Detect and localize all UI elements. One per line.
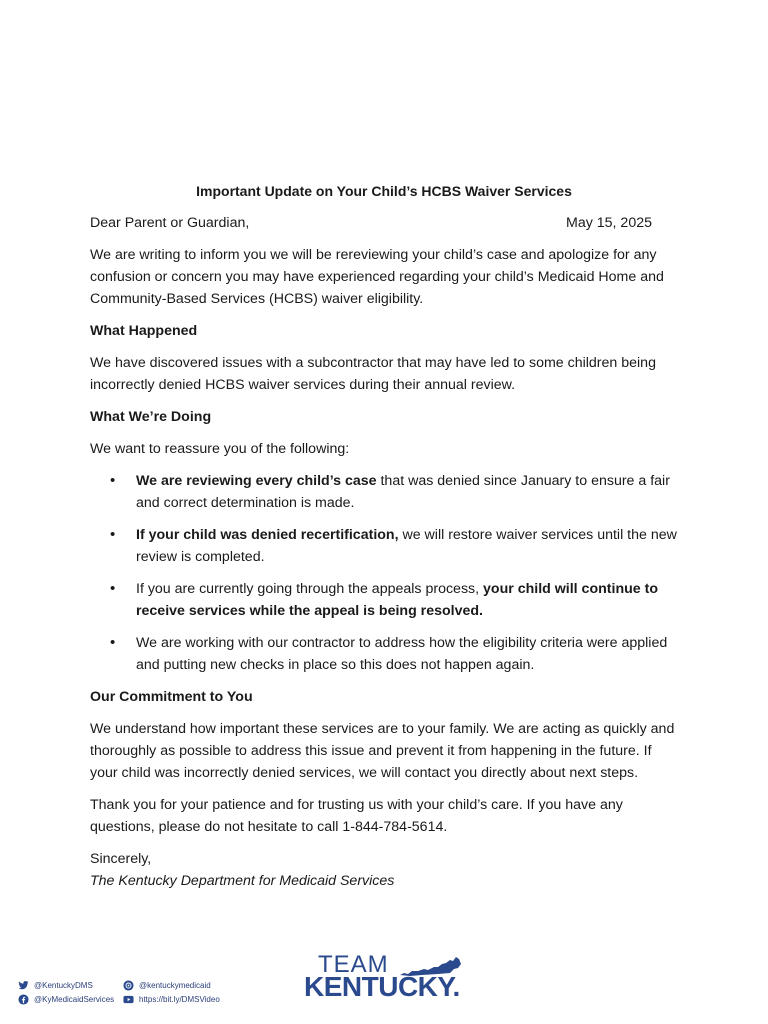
action-list [90, 470, 680, 676]
bullet-bold: your child will continue to receive services while the appeal is being resolved. [136, 581, 658, 619]
youtube-icon [123, 994, 134, 1005]
social-links-right [123, 978, 220, 1006]
letter-date: May 15, 2025 [566, 215, 652, 231]
letter-body [90, 212, 680, 892]
what-happened-heading: What Happened [90, 323, 198, 339]
social-handle: https://bit.ly/DMSVideo [139, 994, 220, 1004]
bullet-text: If you are currently going through the appeals process, [136, 581, 484, 597]
signature: The Kentucky Department for Medicaid Services [90, 873, 395, 889]
social-threads[interactable] [123, 978, 220, 992]
bullet-text: we will restore waiver services until the new review is completed. [136, 527, 677, 565]
closing: Sincerely, [90, 851, 152, 867]
list-item [90, 632, 680, 676]
list-item [90, 470, 680, 514]
social-handle: @KentuckyDMS [34, 980, 93, 990]
letter-title: Important Update on Your Child’s HCBS Waiver Services [196, 183, 572, 199]
what-doing-intro: We want to reassure you of the following: [90, 441, 350, 457]
thanks-paragraph: Thank you for your patience and for trusting us with your child’s care. If you have any questions, please do not hesitate to call 1-844-784-5614. [90, 797, 623, 835]
list-item [90, 524, 680, 568]
team-kentucky-logo [304, 952, 466, 1004]
social-handle: @kentuckymedicaid [139, 980, 211, 990]
list-item [90, 578, 680, 622]
social-links-left [18, 978, 114, 1006]
bullet-bold: We are reviewing every child’s case [136, 473, 377, 489]
social-facebook[interactable] [18, 992, 114, 1006]
commitment-heading: Our Commitment to You [90, 689, 253, 705]
bullet-text: that was denied since January to ensure a fair and correct determination is made. [136, 473, 670, 511]
logo-team-text: TEAM [318, 951, 389, 978]
logo-kentucky-text: KENTUCKY. [304, 971, 460, 1002]
commitment-paragraph: We understand how important these services are to your family. We are acting as quickly and thoroughly as possible to address this issue and prevent it from happening in the future. If your child was incorrectly denied services, we will contact you directly about next steps. [90, 721, 675, 781]
threads-icon [123, 980, 134, 991]
what-doing-heading: What We’re Doing [90, 409, 212, 425]
bullet-bold: If your child was denied recertification, [136, 527, 399, 543]
social-handle: @KyMedicaidServices [34, 994, 115, 1004]
social-youtube[interactable] [123, 992, 220, 1006]
bullet-text: We are working with our contractor to address how the eligibility criteria were applied and putting new checks in place so this does not happen again. [136, 635, 668, 673]
social-twitter[interactable] [18, 978, 114, 992]
facebook-icon [18, 994, 29, 1005]
salutation: Dear Parent or Guardian, [90, 215, 250, 231]
what-happened-paragraph: We have discovered issues with a subcontractor that may have led to some children being incorrectly denied HCBS waiver services during their annual review. [90, 355, 656, 393]
salutation-row [90, 212, 680, 234]
intro-paragraph: We are writing to inform you we will be rereviewing your child’s case and apologize for any confusion or concern you may have experienced regarding your child’s Medicaid Home and Community-Based Services (HCBS) waiver eligibility. [90, 247, 664, 307]
twitter-icon [18, 980, 29, 991]
